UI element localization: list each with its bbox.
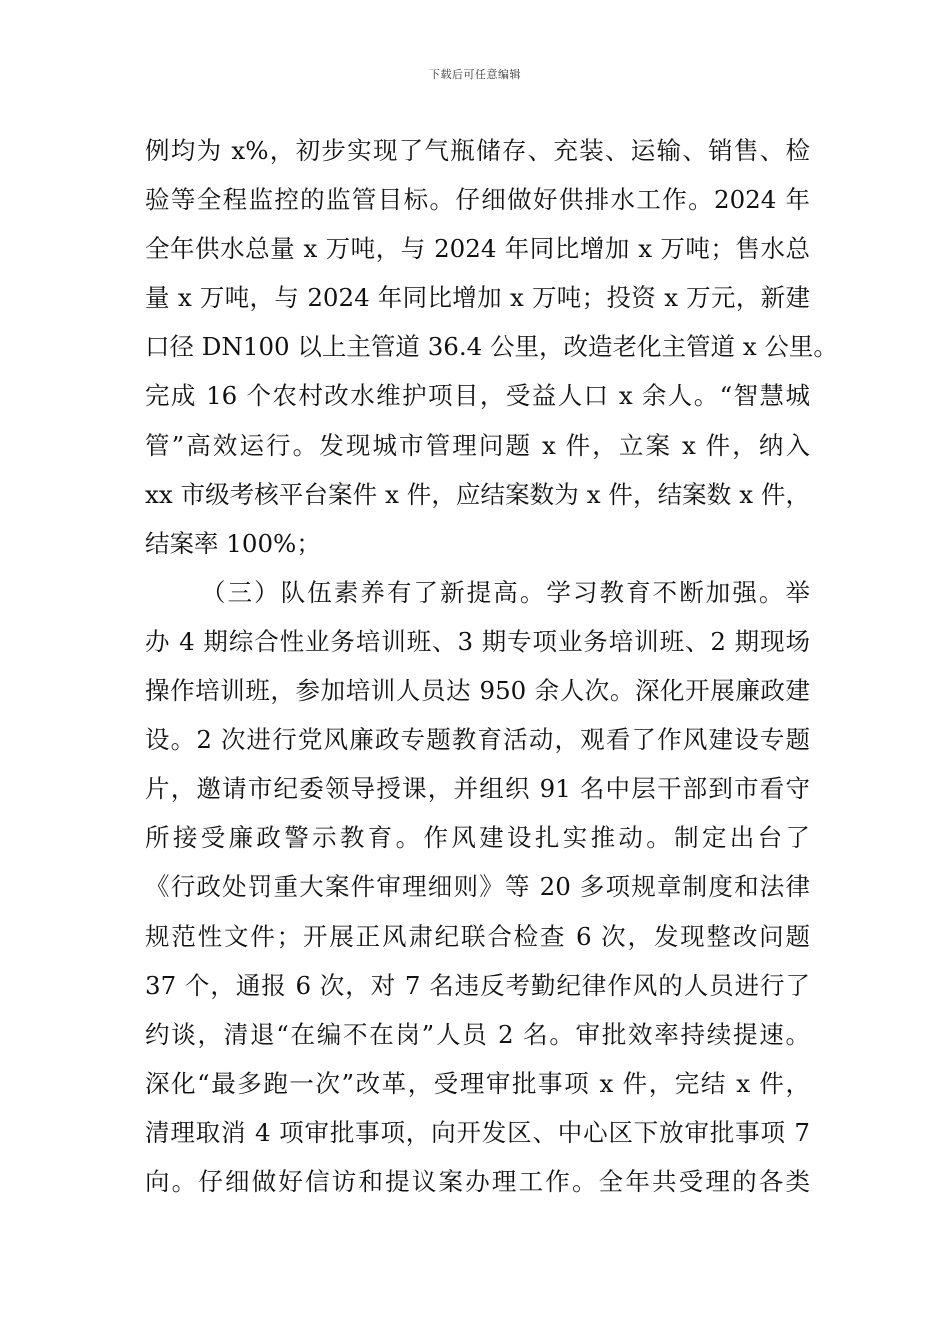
text-line: 约谈，清退“在编不在岗”人员 2 名。审批效率持续提速。 xyxy=(145,1019,810,1049)
page-header: 下载后可任意编辑 xyxy=(429,68,521,81)
text-line: 管”高效运行。发现城市管理问题 x 件，立案 x 件，纳入 xyxy=(145,430,810,460)
text-line: 结案率 100%； xyxy=(145,528,321,558)
text-line: 完成 16 个农村改水维护项目，受益人口 x 余人。“智慧城 xyxy=(145,381,810,411)
text-line: 清理取消 4 项审批事项，向开发区、中心区下放审批事项 7 xyxy=(145,1117,810,1147)
text-line: 例均为 x%，初步实现了气瓶储存、充装、运输、销售、检 xyxy=(145,136,810,165)
text-line: 规范性文件；开展正风肃纪联合检查 6 次，发现整改问题 xyxy=(145,921,810,951)
text-line: 所接受廉政警示教育。作风建设扎实推动。制定出台了 xyxy=(145,823,810,853)
text-line: 操作培训班，参加培训人员达 950 余人次。深化开展廉政建 xyxy=(145,676,810,706)
text-line: 片，邀请市纪委领导授课，并组织 91 名中层干部到市看守 xyxy=(145,774,810,804)
paragraph-1 xyxy=(145,126,838,568)
text-line: 全年供水总量 x 万吨，与 2024 年同比增加 x 万吨；售水总 xyxy=(145,234,810,264)
text-line: 设。2 次进行党风廉政专题教育活动，观看了作风建设专题 xyxy=(145,725,810,755)
text-line: 37 个，通报 6 次，对 7 名违反考勤纪律作风的人员进行了 xyxy=(145,970,810,1000)
text-line: 办 4 期综合性业务培训班、3 期专项业务培训班、2 期现场 xyxy=(145,626,810,656)
text-line: （三）队伍素养有了新提高。学习教育不断加强。举 xyxy=(201,577,810,607)
text-line: 深化“最多跑一次”改革，受理审批事项 x 件，完结 x 件， xyxy=(145,1068,810,1098)
document-body xyxy=(145,126,838,1206)
paragraph-2 xyxy=(145,568,810,1206)
text-line: xx 市级考核平台案件 x 件，应结案数为 x 件，结案数 x 件， xyxy=(145,479,810,509)
text-line: 口径 DN100 以上主管道 36.4 公里，改造老化主管道 x 公里。 xyxy=(145,332,838,362)
text-line: 向。仔细做好信访和提议案办理工作。全年共受理的各类 xyxy=(145,1166,810,1196)
text-line: 量 x 万吨，与 2024 年同比增加 x 万吨；投资 x 万元，新建 xyxy=(145,283,810,313)
text-line: 验等全程监控的监管目标。仔细做好供排水工作。2024 年 xyxy=(145,185,810,215)
text-line: 《行政处罚重大案件审理细则》等 20 多项规章制度和法律 xyxy=(145,872,810,902)
